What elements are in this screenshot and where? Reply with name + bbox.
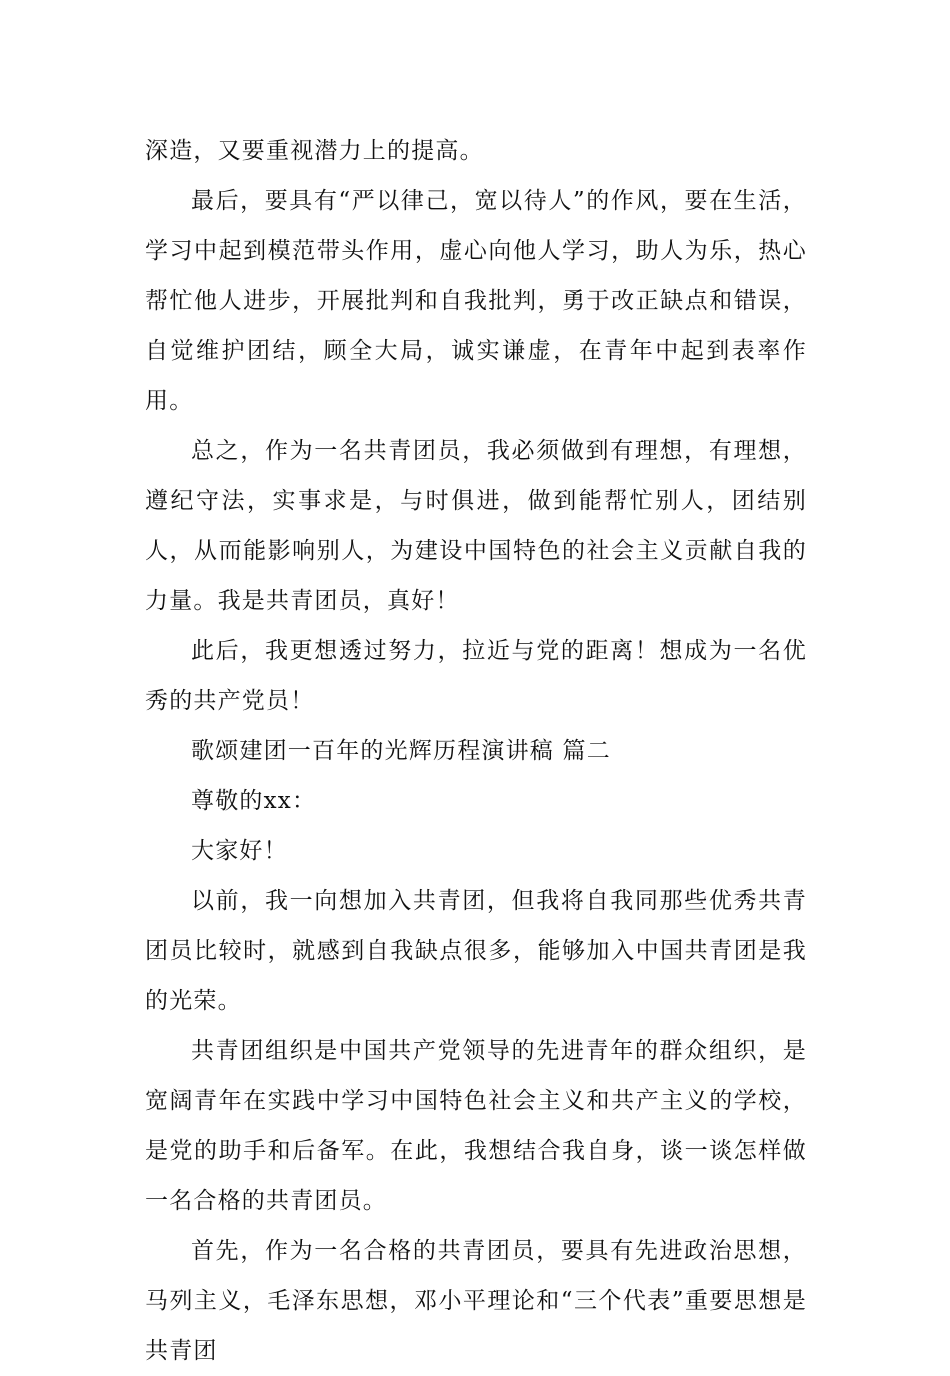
paragraph-introduction: 以前，我一向想加入共青团，但我将自我同那些优秀共青团员比较时，就感到自我缺点很多，能够加入中国共青团是我的光荣。	[145, 888, 807, 1014]
document-body	[145, 126, 807, 1376]
paragraph-organization: 共青团组织是中国共产党领导的先进青年的群众组织，是宽阔青年在实践中学习中国特色社会主义和共产主义的学校，是党的助手和后备军。在此，我想结合我自身，谈一谈怎样做一名合格的共青团员。	[145, 1038, 807, 1214]
paragraph-summary: 总之，作为一名共青团员，我必须做到有理想，有理想，遵纪守法，实事求是，与时俱进，做到能帮忙别人，团结别人，从而能影响别人，为建设中国特色的社会主义贡献自我的力量。我是共青团员，真好！	[145, 438, 807, 614]
section-heading: 歌颂建团一百年的光辉历程演讲稿 篇二	[191, 738, 611, 764]
greeting: 大家好！	[191, 838, 288, 864]
paragraph-aspiration: 此后，我更想透过努力，拉近与党的距离！想成为一名优秀的共产党员！	[145, 638, 807, 714]
paragraph-continuation: 深造，又要重视潜力上的提高。	[145, 138, 484, 164]
salutation: 尊敬的xx：	[191, 788, 317, 814]
paragraph-conduct: 最后，要具有“严以律己，宽以待人”的作风，要在生活，学习中起到模范带头作用，虚心向他人学习，助人为乐，热心帮忙他人进步，开展批判和自我批判，勇于改正缺点和错误，自觉维护团结，顾全大局，诚实谦虚，在青年中起到表率作用。	[145, 188, 807, 414]
paragraph-first-point: 首先，作为一名合格的共青团员，要具有先进政治思想，马列主义，毛泽东思想，邓小平理论和“三个代表”重要思想是共青团	[145, 1238, 807, 1364]
